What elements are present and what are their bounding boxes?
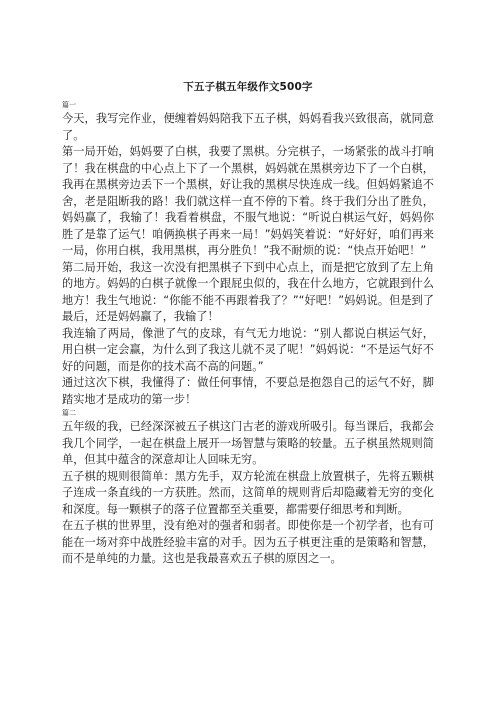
- paragraph: 通过这次下棋，我懂得了：做任何事情，不要总是抱怨自己的运气不好，脚踏实地才是成功的第一步！: [62, 376, 434, 406]
- document-body: [62, 100, 434, 568]
- paragraph: 第二局开始，我这一次没有把黑棋子下到中心点上，而是把它放到了左上角的地方。妈妈的白棋子就像一个跟屁虫似的，我在什么地方，它就跟到什么地方！我生气地说：“你能不能不再跟着我了？”“好吧！”妈妈说。但是到了最后，还是妈妈赢了，我输了！: [62, 260, 434, 323]
- paragraph: 五年级的我，已经深深被五子棋这门古老的游戏所吸引。每当课后，我都会我几个同学，一起在棋盘上展开一场智慧与策略的较量。五子棋虽然规则简单，但其中蕴含的深意却让人回味无穷。: [62, 420, 434, 466]
- paragraph: 第一局开始，妈妈要了白棋，我要了黑棋。分完棋子，一场紧张的战斗打响了！我在棋盘的中心点上下了一个黑棋，妈妈就在黑棋旁边下了一个白棋，我再在黑棋旁边丢下一个黑棋，好让我的黑棋尽快连成一线。但妈妈紧追不舍，老是阻断我的路！我们就这样一直不停的下着。终于我们分出了胜负，妈妈赢了，我输了！我看着棋盘，不服气地说：“听说白棋运气好，妈妈你胜了是靠了运气！咱俩换棋子再来一局！”妈妈笑着说：“好好好，咱们再来一局，你用白棋，我用黑棋，再分胜负！”我不耐烦的说：“快点开始吧！”: [62, 145, 434, 257]
- section-label: 篇二: [62, 409, 76, 417]
- section-2: [62, 408, 434, 568]
- paragraph: 五子棋的规则很简单：黑方先手，双方轮流在棋盘上放置棋子，先将五颗棋子连成一条直线的一方获胜。然而，这简单的规则背后却隐藏着无穷的变化和深度。每一颗棋子的落子位置都至关重要，都需要仔细思考和判断。: [62, 469, 434, 516]
- paragraph: 我连输了两局，像泄了气的皮球，有气无力地说：“别人都说白棋运气好，用白棋一定会赢，为什么到了我这儿就不灵了呢！”妈妈说：“不是运气好不好的问题，而是你的技术高不高的问题。”: [62, 326, 434, 373]
- paragraph: 今天，我写完作业，便缠着妈妈陪我下五子棋，妈妈看我兴致很高，就同意了。: [62, 112, 434, 142]
- document-title: 下五子棋五年级作文500字: [183, 81, 313, 93]
- section-label: 篇一: [62, 101, 76, 109]
- paragraph: 在五子棋的世界里，没有绝对的强者和弱者。即使你是一个初学者，也有可能在一场对弈中战胜经验丰富的对手。因为五子棋更注重的是策略和智慧，而不是单纯的力量。这也是我最喜欢五子棋的原因之一。: [62, 519, 434, 565]
- section-1: [62, 100, 434, 408]
